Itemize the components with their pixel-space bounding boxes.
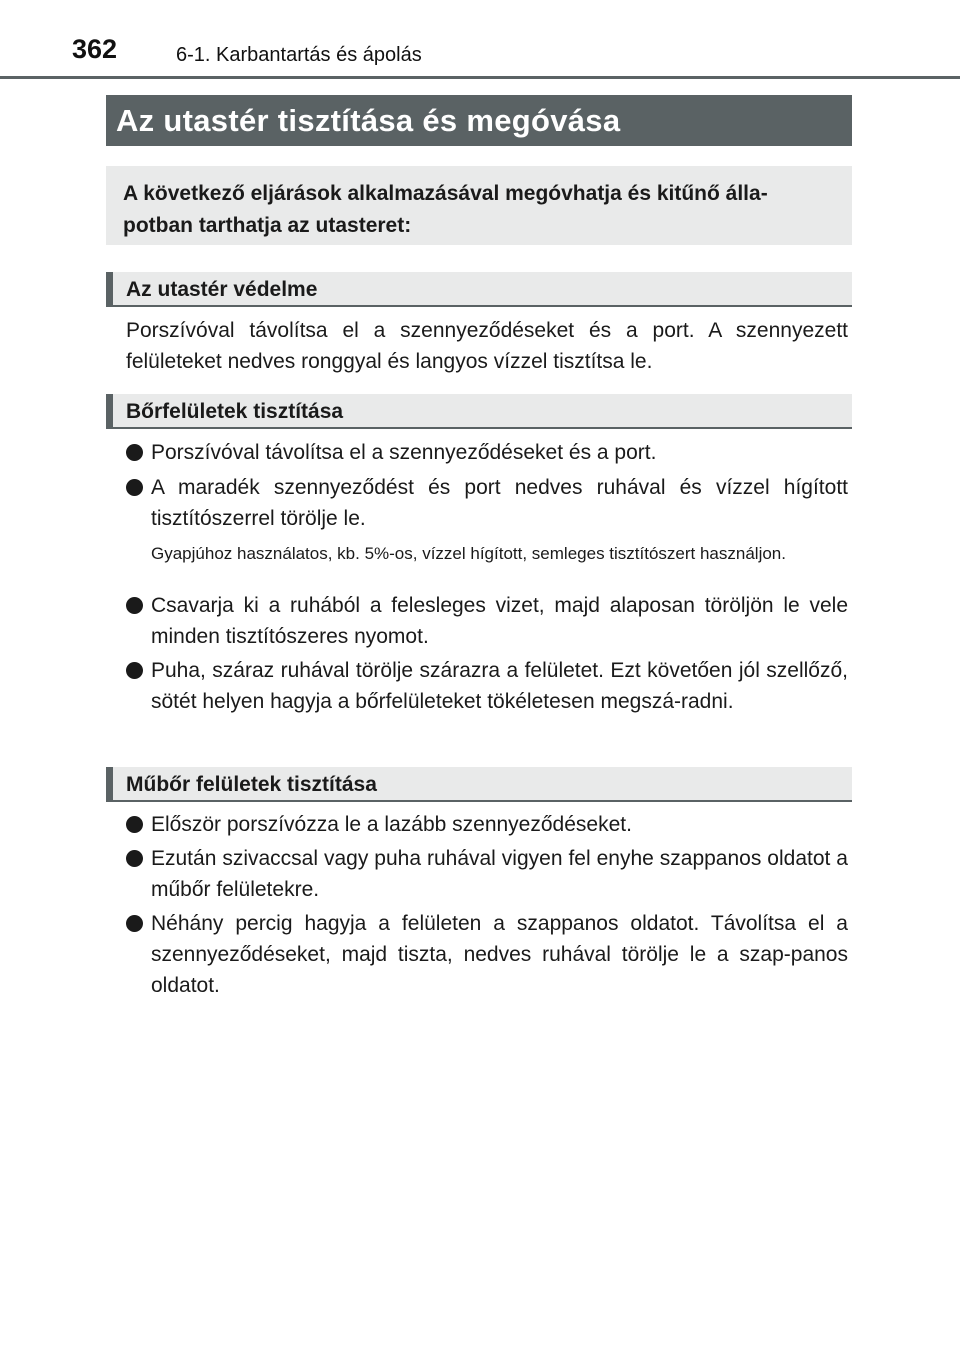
list-item-text: Puha, száraz ruhával törölje szárazra a felületet. Ezt követően jól szellőző, sötét helyen hagyja a bőrfelületeket tökéletesen megszá-radni. <box>151 659 848 713</box>
list-item <box>126 472 848 534</box>
protection-paragraph: Porszívóval távolítsa el a szennyeződéseket és a port. A szennyezett felületeket nedves ronggyal és langyos vízzel tisztítsa le. <box>126 319 848 373</box>
page-number: 362 <box>72 34 118 64</box>
bullet-icon <box>126 597 143 614</box>
bullet-icon <box>126 816 143 833</box>
note-text: Gyapjúhoz használatos, kb. 5%-os, vízzel hígított, semleges tisztítószert használjon. <box>151 544 786 563</box>
intro-line-1: A következő eljárások alkalmazásával megóvhatja és kitűnő álla- <box>123 182 768 205</box>
bullet-icon <box>126 479 143 496</box>
list-item-text: Csavarja ki a ruhából a felesleges vizet, majd alaposan töröljön le vele minden tisztítószeres nyomot. <box>151 594 848 648</box>
list-item <box>126 908 848 1001</box>
list-item-text: Ezután szivaccsal vagy puha ruhával vigyen fel enyhe szappanos oldatot a műbőr felületekre. <box>151 847 848 901</box>
bullet-icon <box>126 444 143 461</box>
list-item-text: Először porszívózza le a lazább szennyeződéseket. <box>151 813 632 836</box>
heading-synthetic-leather: Műbőr felületek tisztítása <box>106 767 852 802</box>
list-item-text: Porszívóval távolítsa el a szennyeződéseket és a port. <box>151 441 657 464</box>
intro-box <box>106 166 852 245</box>
list-item-text: Néhány percig hagyja a felületen a szappanos oldatot. Távolítsa el a szennyeződéseket, majd tiszta, nedves ruhával törölje le a szap-panos oldatot. <box>151 912 848 997</box>
intro-line-2: potban tarthatja az utasteret: <box>123 214 412 237</box>
list-item <box>126 590 848 652</box>
page-title: Az utastér tisztítása és megóvása <box>106 95 852 146</box>
section-header: 6-1. Karbantartás és ápolás <box>176 44 422 66</box>
bullet-icon <box>126 915 143 932</box>
list-item <box>126 437 848 468</box>
heading-leather: Bőrfelületek tisztítása <box>106 394 852 429</box>
bullet-icon <box>126 662 143 679</box>
list-item <box>126 809 848 840</box>
list-item <box>126 843 848 905</box>
list-item-text: A maradék szennyeződést és port nedves ruhával és vízzel hígított tisztítószerrel törölje le. <box>151 476 848 530</box>
list-item <box>126 655 848 717</box>
header-divider <box>0 76 960 79</box>
bullet-icon <box>126 850 143 867</box>
heading-protection: Az utastér védelme <box>106 272 852 307</box>
